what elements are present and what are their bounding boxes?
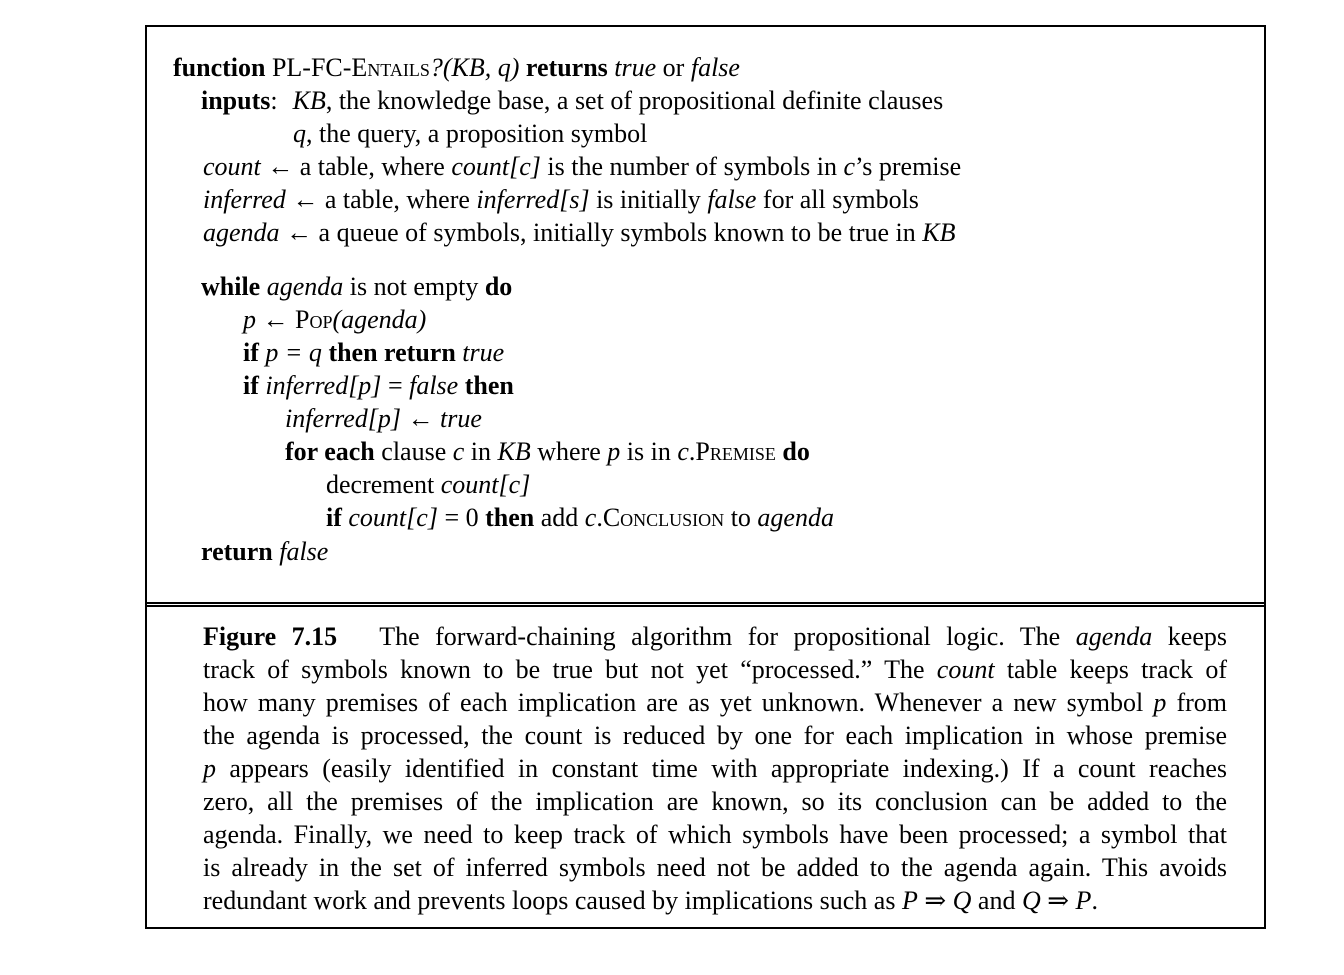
assign-arrow: ← — [267, 152, 294, 181]
inputs-colon: : — [270, 86, 278, 115]
premise-accessor — [689, 437, 776, 466]
c-var: c — [677, 437, 689, 466]
keyword-then: then — [464, 371, 514, 400]
caption-text: is already in the set of inferred symbols need not be added to the agenda again. This avoids — [203, 853, 1227, 882]
caption-text: track of symbols known to be true but not yet “processed.” The — [203, 655, 937, 684]
true-literal: true — [462, 338, 505, 367]
caption-italic: p — [203, 754, 216, 783]
for-text-2: in — [464, 437, 498, 466]
caption-text: agenda. Finally, we need to keep track of which symbols have been processed; a symbol that — [203, 820, 1227, 849]
assign-arrow: ← — [286, 218, 313, 247]
kb-variable: KB — [922, 218, 956, 247]
caption-italic: Q — [1021, 886, 1041, 915]
true-literal: true — [614, 53, 657, 82]
count-index: [c] — [509, 152, 541, 181]
count-text-1: a table, where — [293, 152, 452, 181]
caption-line — [203, 818, 1227, 851]
p-var: p — [243, 305, 256, 334]
premise-smallcaps: remise — [709, 437, 776, 466]
count-expr: count[c] — [440, 470, 531, 499]
inferred-init-line — [203, 183, 919, 216]
equality-expr: p = q — [265, 338, 322, 367]
caption-line — [203, 785, 1227, 818]
caption-line — [203, 884, 1227, 917]
function-name-prefix: PL-FC-E — [271, 53, 368, 82]
kb-description: , the knowledge base, a set of propositional definite clauses — [325, 86, 944, 115]
count-var: count — [203, 152, 261, 181]
caption-text: The forward-chaining algorithm for propositional logic. The — [379, 622, 1076, 651]
agenda-text-1: a queue of symbols, initially symbols known to be true in — [312, 218, 923, 247]
conclusion-accessor — [596, 503, 724, 532]
kb-variable: KB — [292, 86, 326, 115]
pop-argument: (agenda) — [332, 305, 427, 334]
keyword-do: do — [782, 437, 810, 466]
caption-text: zero, all the premises of the implication are known, so its conclusion can be added to the — [203, 787, 1227, 816]
inferred-text-1: a table, where — [318, 185, 477, 214]
caption-italic: count — [936, 655, 995, 684]
caption-text: table keeps track of — [994, 655, 1227, 684]
agenda-var: agenda — [757, 503, 834, 532]
caption-italic: Q — [952, 886, 972, 915]
equals-sign: = — [381, 371, 410, 400]
caption-line — [203, 620, 1227, 653]
caption-line — [203, 719, 1227, 752]
caption-text: appears (easily identified in constant time with appropriate indexing.) If a count reaches — [216, 754, 1227, 783]
caption-italic: P — [901, 886, 918, 915]
keyword-returns: returns — [525, 53, 608, 82]
true-literal: true — [440, 404, 482, 433]
pop-function — [295, 305, 332, 334]
inferred-text-3: for all symbols — [756, 185, 919, 214]
keyword-function: function — [173, 53, 266, 82]
inferred-expr: inferred — [476, 185, 560, 214]
inferred-expr: inferred[p] — [265, 371, 382, 400]
count-text-2: is the number of symbols in — [540, 152, 844, 181]
inputs-line-kb — [201, 84, 943, 117]
keyword-then-return: then return — [328, 338, 456, 367]
false-literal: false — [690, 53, 740, 82]
inferred-expr: inferred[p] — [285, 404, 402, 433]
set-inferred-line — [285, 402, 482, 435]
keyword-if: if — [243, 338, 259, 367]
false-literal: false — [409, 371, 459, 400]
algorithm-pseudocode — [147, 27, 1264, 602]
figure-frame — [145, 25, 1266, 929]
for-text-1: clause — [374, 437, 453, 466]
for-text-4: is in — [620, 437, 678, 466]
assign-arrow: ← — [407, 404, 434, 433]
c-var: c — [843, 152, 856, 181]
function-header-line — [173, 51, 740, 84]
caption-italic: p — [1153, 688, 1167, 717]
function-name — [272, 53, 430, 82]
if-count-text-2: add — [534, 503, 585, 532]
pop-smallcaps: op — [309, 305, 333, 334]
keyword-then: then — [485, 503, 535, 532]
keyword-while: while — [201, 272, 261, 301]
double-rule-divider — [147, 602, 1264, 607]
caption-text: redundant work and prevents loops caused by implications such as — [203, 886, 902, 915]
agenda-var: agenda — [266, 272, 344, 301]
caption-text: how many premises of each implication are as yet unknown. Whenever a new symbol — [203, 688, 1154, 717]
caption-italic: agenda — [1075, 622, 1153, 651]
keyword-inputs: inputs — [201, 86, 271, 115]
while-line — [201, 270, 512, 303]
function-signature: ?(KB, q) — [429, 53, 520, 82]
keyword-return: return — [201, 537, 273, 566]
caption-line — [203, 686, 1227, 719]
q-variable: q — [293, 119, 306, 148]
decrement-line — [326, 468, 530, 501]
c-var: c — [452, 437, 465, 466]
return-false-line — [201, 535, 328, 568]
for-each-line — [285, 435, 810, 468]
caption-text: keeps — [1152, 622, 1227, 651]
keyword-do: do — [484, 272, 513, 301]
if-inferred-line — [243, 369, 514, 402]
inputs-line-q — [293, 117, 647, 150]
while-text: is not empty — [343, 272, 485, 301]
decrement-text: decrement — [326, 470, 441, 499]
assign-arrow: ← — [292, 185, 319, 214]
q-description: , the query, a proposition symbol — [306, 119, 648, 148]
implies-symbol: ⇒ — [1040, 886, 1076, 915]
conclusion-smallcaps: onclusion — [620, 503, 725, 532]
agenda-init-line — [203, 216, 956, 249]
count-expr: count — [451, 152, 510, 181]
keyword-if: if — [243, 371, 259, 400]
false-literal: false — [279, 537, 329, 566]
caption-line — [203, 851, 1227, 884]
caption-text: and — [971, 886, 1022, 915]
agenda-var: agenda — [203, 218, 280, 247]
kb-variable: KB — [497, 437, 531, 466]
count-expr: count[c] — [348, 503, 438, 532]
keyword-for-each: for each — [285, 437, 375, 466]
or-word: or — [662, 53, 685, 82]
if-count-line — [326, 501, 834, 534]
keyword-if: if — [326, 503, 342, 532]
for-text-3: where — [530, 437, 608, 466]
if-count-text-3: to — [724, 503, 758, 532]
p-var: p — [607, 437, 621, 466]
caption-text: from — [1166, 688, 1227, 717]
inferred-text-2: is initially — [589, 185, 708, 214]
false-literal: false — [707, 185, 757, 214]
caption-line — [203, 653, 1227, 686]
premise-first: .P — [688, 437, 710, 466]
caption-italic: P — [1075, 886, 1092, 915]
inferred-index: [s] — [559, 185, 590, 214]
count-text-3: ’s premise — [855, 152, 962, 181]
if-equal-line — [243, 336, 504, 369]
pop-line — [243, 303, 426, 336]
caption-line — [203, 752, 1227, 785]
if-count-text-1: = 0 — [437, 503, 486, 532]
implies-symbol: ⇒ — [917, 886, 953, 915]
conclusion-first: .C — [596, 503, 621, 532]
caption-text: . — [1091, 886, 1098, 915]
function-name-smallcaps: ntails — [367, 53, 430, 82]
pop-first-letter: P — [295, 305, 310, 334]
assign-arrow: ← — [262, 305, 289, 334]
inferred-var: inferred — [203, 185, 286, 214]
count-init-line — [203, 150, 961, 183]
c-var: c — [584, 503, 597, 532]
figure-label: Figure 7.15 — [203, 622, 338, 651]
caption-text: the agenda is processed, the count is reduced by one for each implication in whose premise — [203, 721, 1227, 750]
